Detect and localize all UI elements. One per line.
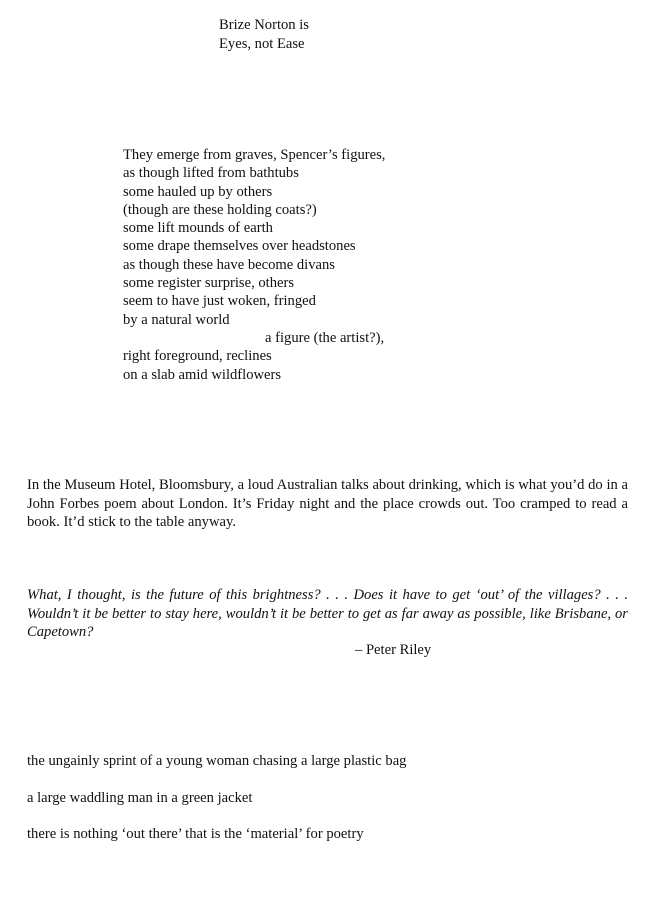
poem-line: They emerge from graves, Spencer’s figures, — [123, 147, 386, 163]
poem-line: some drape themselves over headstones — [123, 238, 356, 255]
poem-title — [219, 16, 309, 53]
poem-line: (though are these holding coats?) — [123, 201, 317, 218]
note-line: there is nothing ‘out there’ that is the ‘material’ for poetry — [27, 826, 364, 842]
poem-line: as though lifted from bathtubs — [123, 165, 299, 182]
prose-paragraph: In the Museum Hotel, Bloomsbury, a loud Australian talks about drinking, which is what you’d do in a John Forbes poem about London. It’s Friday night and the place crowds out. Too cramped to read a book. It’d stick to the table anyway. — [27, 477, 628, 531]
poem-line: some lift mounds of earth — [123, 220, 273, 237]
poem-line: some register surprise, others — [123, 275, 295, 292]
title-line: Brize Norton is — [219, 17, 309, 33]
title-line: Eyes, not Ease — [219, 35, 305, 52]
poem-line: on a slab amid wildflowers — [123, 366, 282, 383]
block-quote: What, I thought, is the future of this brightness? . . . Does it have to get ‘out’ of the villages? . . . Wouldn’t it be better to stay here, wouldn’t it be better to get as far away as possible, like Brisbane, or Capetown? — [27, 587, 628, 641]
note-line: the ungainly sprint of a young woman chasing a large plastic bag — [27, 753, 407, 769]
poem-line: by a natural world — [123, 311, 230, 328]
poem-line: seem to have just woken, fringed — [123, 293, 316, 310]
note-line: a large waddling man in a green jacket — [27, 790, 253, 806]
quote-attribution: – Peter Riley — [355, 642, 432, 658]
poem-line: as though these have become divans — [123, 256, 335, 273]
poem-line-indented: a figure (the artist?), — [265, 329, 385, 346]
poem-stanza — [123, 146, 385, 384]
poem-line: some hauled up by others — [123, 183, 273, 200]
poem-line: right foreground, reclines — [123, 348, 272, 365]
